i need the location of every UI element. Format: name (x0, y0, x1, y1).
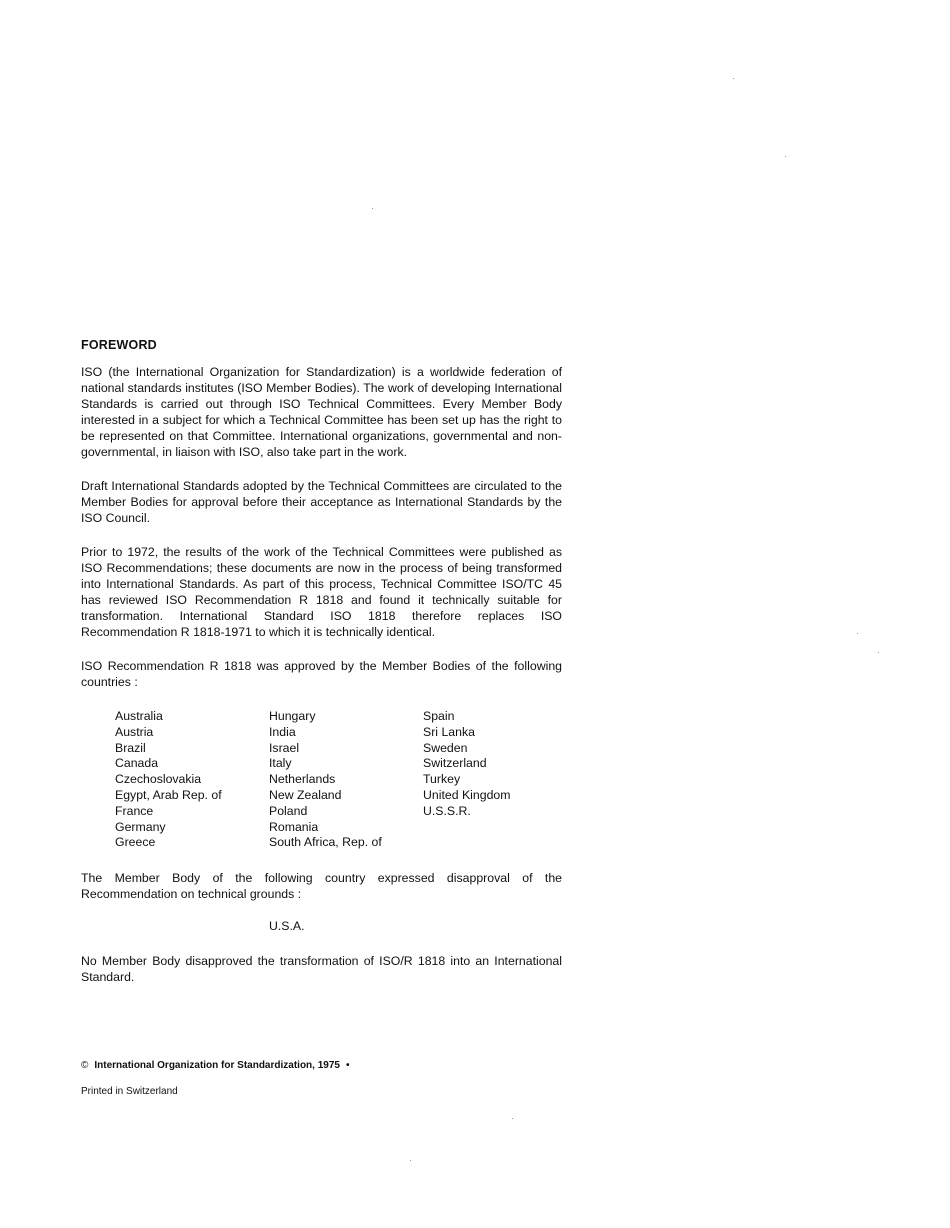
country-item: Israel (269, 740, 300, 755)
country-item: United Kingdom (423, 787, 511, 802)
foreword-paragraph-draft-standards: Draft International Standards adopted by the Technical Committees are circulated to the Member Bodies for approval before their acceptance as International Standards by the ISO Council. (81, 479, 562, 525)
country-item: Austria (115, 724, 154, 739)
disapproving-country: U.S.A. (269, 919, 305, 933)
country-item: Romania (269, 819, 319, 834)
country-item: France (115, 803, 154, 818)
country-item: South Africa, Rep. of (269, 835, 382, 850)
foreword-paragraph-history: Prior to 1972, the results of the work of the Technical Committees were published as ISO Recommendations; these documents are now in the process of being transformed into International Standards. As part of this process, Technical Committee ISO/TC 45 has reviewed ISO Recommendation R 1818 and found it technically suitable for transformation. International Standard ISO 1818 therefore replaces ISO Recommendation R 1818-1971 to which it is technically identical. (81, 545, 562, 639)
country-column-3 (423, 709, 511, 820)
country-column-1 (115, 709, 222, 851)
country-item: Canada (115, 756, 159, 771)
bullet-icon: • (345, 1060, 350, 1071)
disapproval-paragraph: The Member Body of the following country expressed disapproval of the Recommendation on technical grounds : (81, 871, 562, 901)
transformation-paragraph: No Member Body disapproved the transformation of ISO/R 1818 into an International Standard. (81, 954, 562, 984)
country-item: Czechoslovakia (115, 772, 202, 787)
scan-speck (785, 156, 786, 157)
country-item: Sweden (423, 740, 468, 755)
country-item: Switzerland (423, 756, 487, 771)
country-item: India (269, 724, 296, 739)
foreword-paragraph-iso-intro: ISO (the International Organization for Standardization) is a worldwide federation of national standards institutes (ISO Member Bodies). The work of developing International Standards is carried out through ISO Technical Committees. Every Member Body interested in a subject for which a Technical Committee has been set up has the right to be represented on that Committee. International organizations, governmental and non-governmental, in liaison with ISO, also take part in the work. (81, 365, 562, 459)
country-item: Spain (423, 709, 455, 723)
foreword-heading: FOREWORD (81, 338, 157, 352)
country-item: Poland (269, 803, 308, 818)
country-item: Italy (269, 756, 292, 771)
foreword-paragraph-approval: ISO Recommendation R 1818 was approved by the Member Bodies of the following countries : (81, 659, 562, 689)
scan-speck (410, 1160, 411, 1161)
copyright-text: International Organization for Standardization, 1975 (94, 1060, 340, 1071)
scan-speck (372, 208, 373, 209)
country-item: Sri Lanka (423, 724, 475, 739)
scan-speck (512, 1118, 513, 1119)
copyright-symbol: © (81, 1060, 89, 1071)
country-column-2 (269, 709, 382, 851)
country-item: Greece (115, 835, 156, 850)
country-item: Australia (115, 709, 163, 723)
scan-speck (878, 652, 879, 653)
country-item: New Zealand (269, 787, 342, 802)
country-item: Germany (115, 819, 166, 834)
country-item: Netherlands (269, 772, 336, 787)
scan-speck (733, 78, 734, 79)
country-item: Brazil (115, 740, 146, 755)
country-item: U.S.S.R. (423, 803, 471, 818)
printed-location: Printed in Switzerland (81, 1086, 178, 1097)
country-item: Turkey (423, 772, 461, 787)
scan-speck (857, 633, 858, 634)
country-item: Egypt, Arab Rep. of (115, 787, 222, 802)
copyright-notice (81, 1060, 349, 1071)
country-item: Hungary (269, 709, 316, 723)
